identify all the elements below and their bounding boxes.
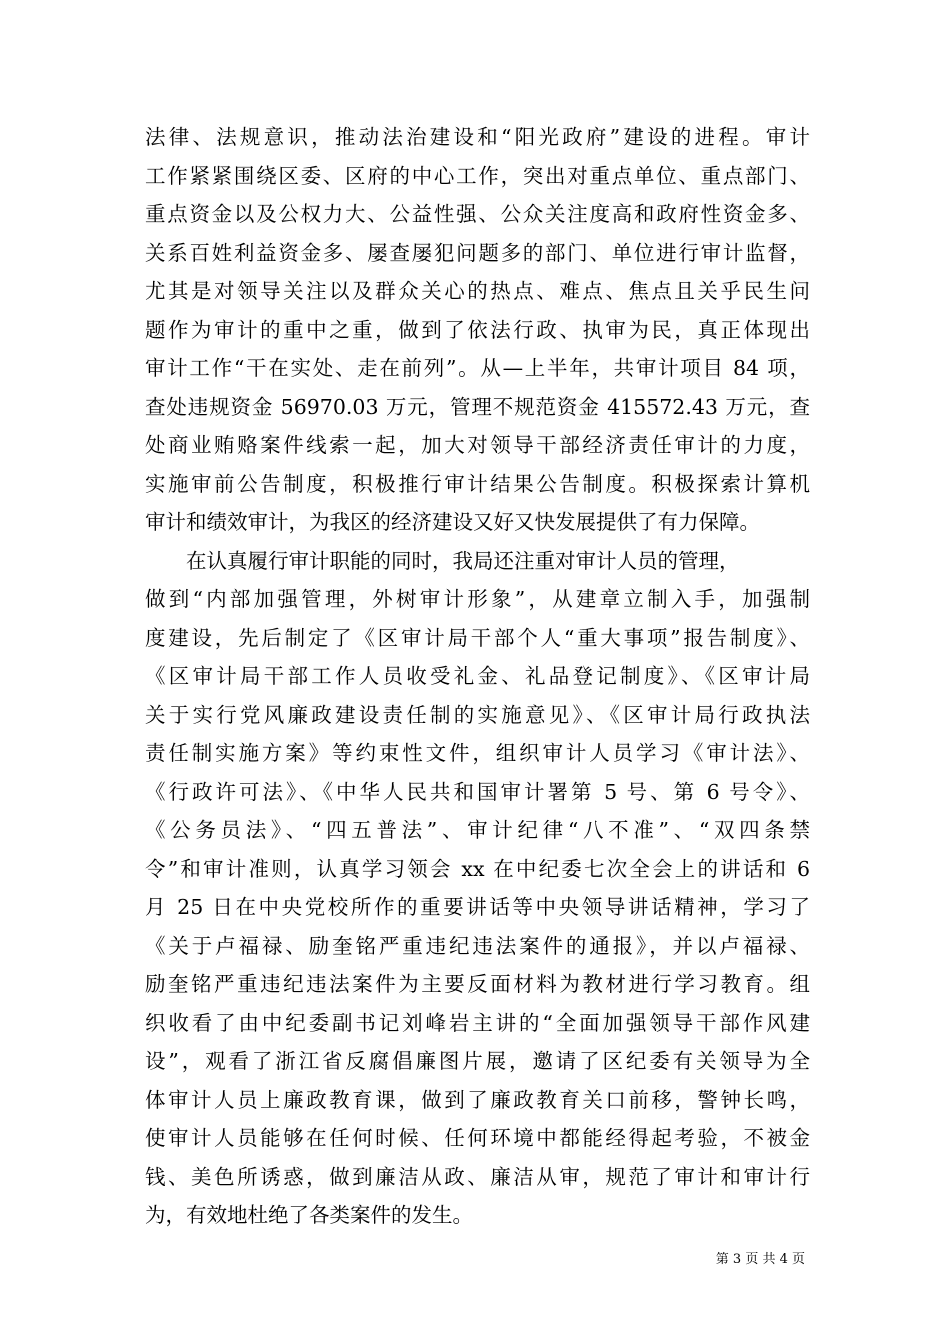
text-line: 为，有效地杜绝了各类案件的发生。: [145, 1203, 473, 1227]
text-line: 令”和审计准则，认真学习领会 xx 在中纪委七次全会上的讲话和 6: [145, 856, 810, 881]
text-line: 在认真履行审计职能的同时，我局还注重对审计人员的管理，: [186, 548, 740, 573]
text-line: 题作为审计的重中之重，做到了依法行政、执审为民，真正体现出: [145, 317, 810, 342]
text-line: 尤其是对领导关注以及群众关心的热点、难点、焦点且关乎民生问: [145, 279, 810, 303]
text-line: 使审计人员能够在任何时候、任何环境中都能经得起考验，不被金: [145, 1126, 810, 1150]
page-number: 第 3 页 共 4 页: [715, 1252, 805, 1267]
text-line: 织收看了由中纪委副书记刘峰岩主讲的“全面加强领导干部作风建: [145, 1010, 810, 1035]
text-line: 钱、美色所诱惑，做到廉洁从政、廉洁从审，规范了审计和审计行: [145, 1164, 810, 1189]
paragraph-1: [145, 118, 810, 542]
text-line: 《关于卢福禄、励奎铭严重违纪违法案件的通报》，并以卢福禄、: [145, 933, 810, 958]
text-line: 处商业贿赂案件线索一起，加大对领导干部经济责任审计的力度，: [145, 433, 810, 457]
text-line: 关系百姓利益资金多、屡查屡犯问题多的部门、单位进行审计监督，: [145, 240, 810, 265]
text-line: 法律、法规意识，推动法治建设和“阳光政府”建设的进程。审计: [145, 125, 810, 149]
text-line: 责任制实施方案》等约束性文件，组织审计人员学习《审计法》、: [145, 741, 810, 765]
text-line: 设”，观看了浙江省反腐倡廉图片展，邀请了区纪委有关领导为全: [145, 1049, 810, 1073]
text-line: 月 25 日在中央党校所作的重要讲话等中央领导讲话精神，学习了: [145, 895, 810, 919]
text-line: 审计和绩效审计，为我区的经济建设又好又快发展提供了有力保障。: [145, 510, 760, 534]
text-line: 实施审前公告制度，积极推行审计结果公告制度。积极探索计算机: [145, 471, 810, 496]
text-line: 《公务员法》、“四五普法”、审计纪律“八不准”、“双四条禁: [145, 818, 810, 842]
paragraph-2: [145, 542, 810, 1235]
text-line: 《行政许可法》、《中华人民共和国审计署第 5 号、第 6 号令》、: [145, 779, 810, 804]
text-line: 审计工作“干在实处、走在前列”。从—上半年，共审计项目 84 项，: [145, 356, 810, 380]
text-line: 体审计人员上廉政教育课，做到了廉政教育关口前移，警钟长鸣，: [145, 1087, 810, 1112]
document-body: [145, 118, 810, 1235]
text-line: 励奎铭严重违纪违法案件为主要反面材料为教材进行学习教育。组: [145, 972, 810, 996]
text-line: 重点资金以及公权力大、公益性强、公众关注度高和政府性资金多、: [145, 202, 810, 226]
text-line: 做到“内部加强管理，外树审计形象”，从建章立制入手，加强制: [145, 587, 810, 611]
text-line: 《区审计局干部工作人员收受礼金、礼品登记制度》、《区审计局: [145, 664, 810, 688]
text-line: 工作紧紧围绕区委、区府的中心工作，突出对重点单位、重点部门、: [145, 163, 810, 188]
text-line: 度建设，先后制定了《区审计局干部个人“重大事项”报告制度》、: [145, 625, 810, 650]
text-line: 查处违规资金 56970.03 万元，管理不规范资金 415572.43 万元，查: [145, 394, 810, 419]
text-line: 关于实行党风廉政建设责任制的实施意见》、《区审计局行政执法: [145, 702, 810, 727]
